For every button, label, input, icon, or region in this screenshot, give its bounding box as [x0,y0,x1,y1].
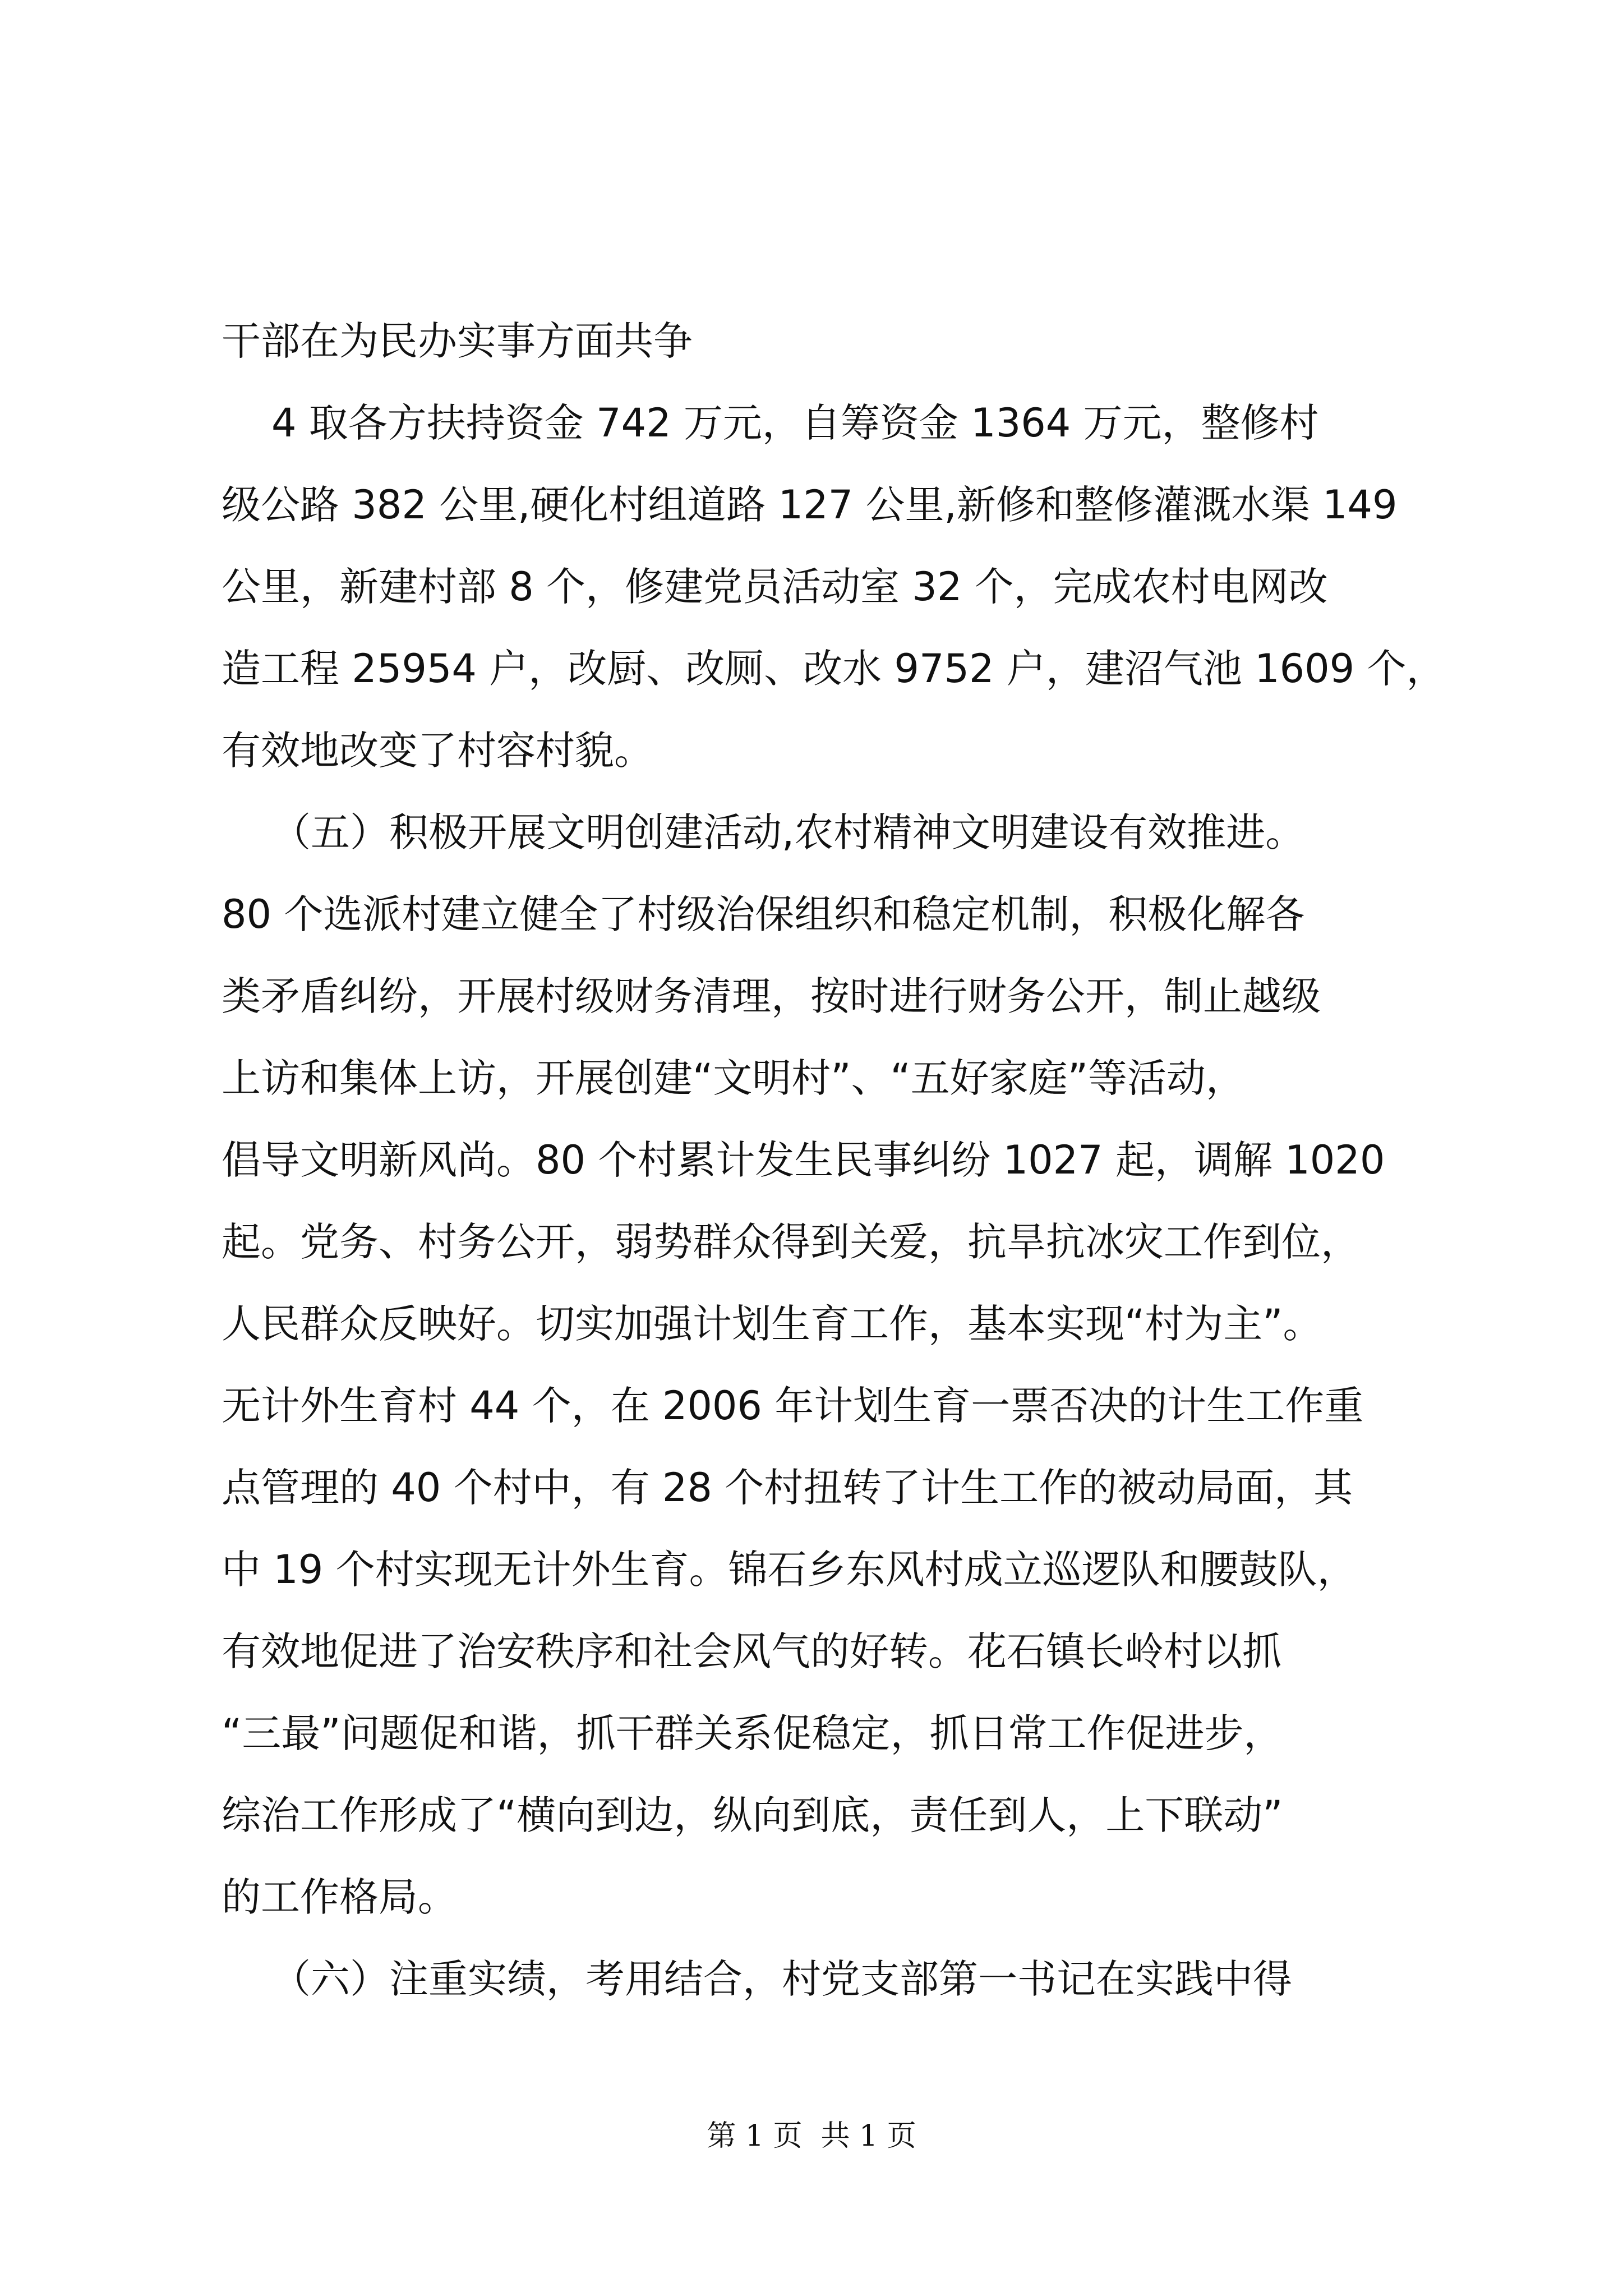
text-line: 点管理的 40 个村中，有 28 个村扭转了计生工作的被动局面，其 [222,1465,1353,1511]
text-line: “三最”问题促和谐，抓干群关系促稳定，抓日常工作促进步， [222,1710,1283,1756]
page-number-label: 第 1 页 共 1 页 [707,2119,916,2153]
text-line: 级公路 382 公里,硬化村组道路 127 公里,新修和整修灌溉水渠 149 [222,482,1398,528]
text-line: 有效地促进了治安秩序和社会风气的好转。花石镇长岭村以抓 [222,1628,1281,1674]
text-line: 有效地改变了村容村貌。 [222,728,653,774]
text-line: 类矛盾纠纷，开展村级财务清理，按时进行财务公开，制止越级 [222,973,1321,1019]
text-line: 无计外生育村 44 个，在 2006 年计划生育一票否决的计生工作重 [222,1383,1364,1429]
text-line: 80 个选派村建立健全了村级治保组织和稳定机制，积极化解各 [222,891,1305,937]
text-line: 干部在为民办实事方面共争 [222,318,693,364]
text-line: 中 19 个村实现无计外生育。锦石乡东风村成立巡逻队和腰鼓队， [222,1547,1357,1593]
document-body [222,300,1446,2020]
text-line: 的工作格局。 [222,1874,457,1920]
text-line: 起。党务、村务公开，弱势群众得到关爱，抗旱抗冰灾工作到位， [222,1219,1360,1265]
text-line: （六）注重实绩，考用结合，村党支部第一书记在实践中得 [222,1956,1293,2002]
text-line: 公里，新建村部 8 个，修建党员活动室 32 个，完成农村电网改 [222,564,1328,610]
text-line: （五）积极开展文明创建活动,农村精神文明建设有效推进。 [222,809,1305,855]
text-line: 综治工作形成了“横向到边，纵向到底，责任到人，上下联动” [222,1792,1283,1838]
text-line: 4 取各方扶持资金 742 万元，自筹资金 1364 万元，整修村 [222,400,1319,446]
page-footer [0,2112,1623,2154]
text-line: 人民群众反映好。切实加强计划生育工作，基本实现“村为主”。 [222,1301,1322,1347]
text-line: 造工程 25954 户，改厨、改厕、改水 9752 户，建沼气池 1609 个， [222,646,1446,692]
text-line: 上访和集体上访，开展创建“文明村”、“五好家庭”等活动， [222,1055,1246,1101]
text-line: 倡导文明新风尚。80 个村累计发生民事纠纷 1027 起，调解 1020 [222,1137,1385,1183]
